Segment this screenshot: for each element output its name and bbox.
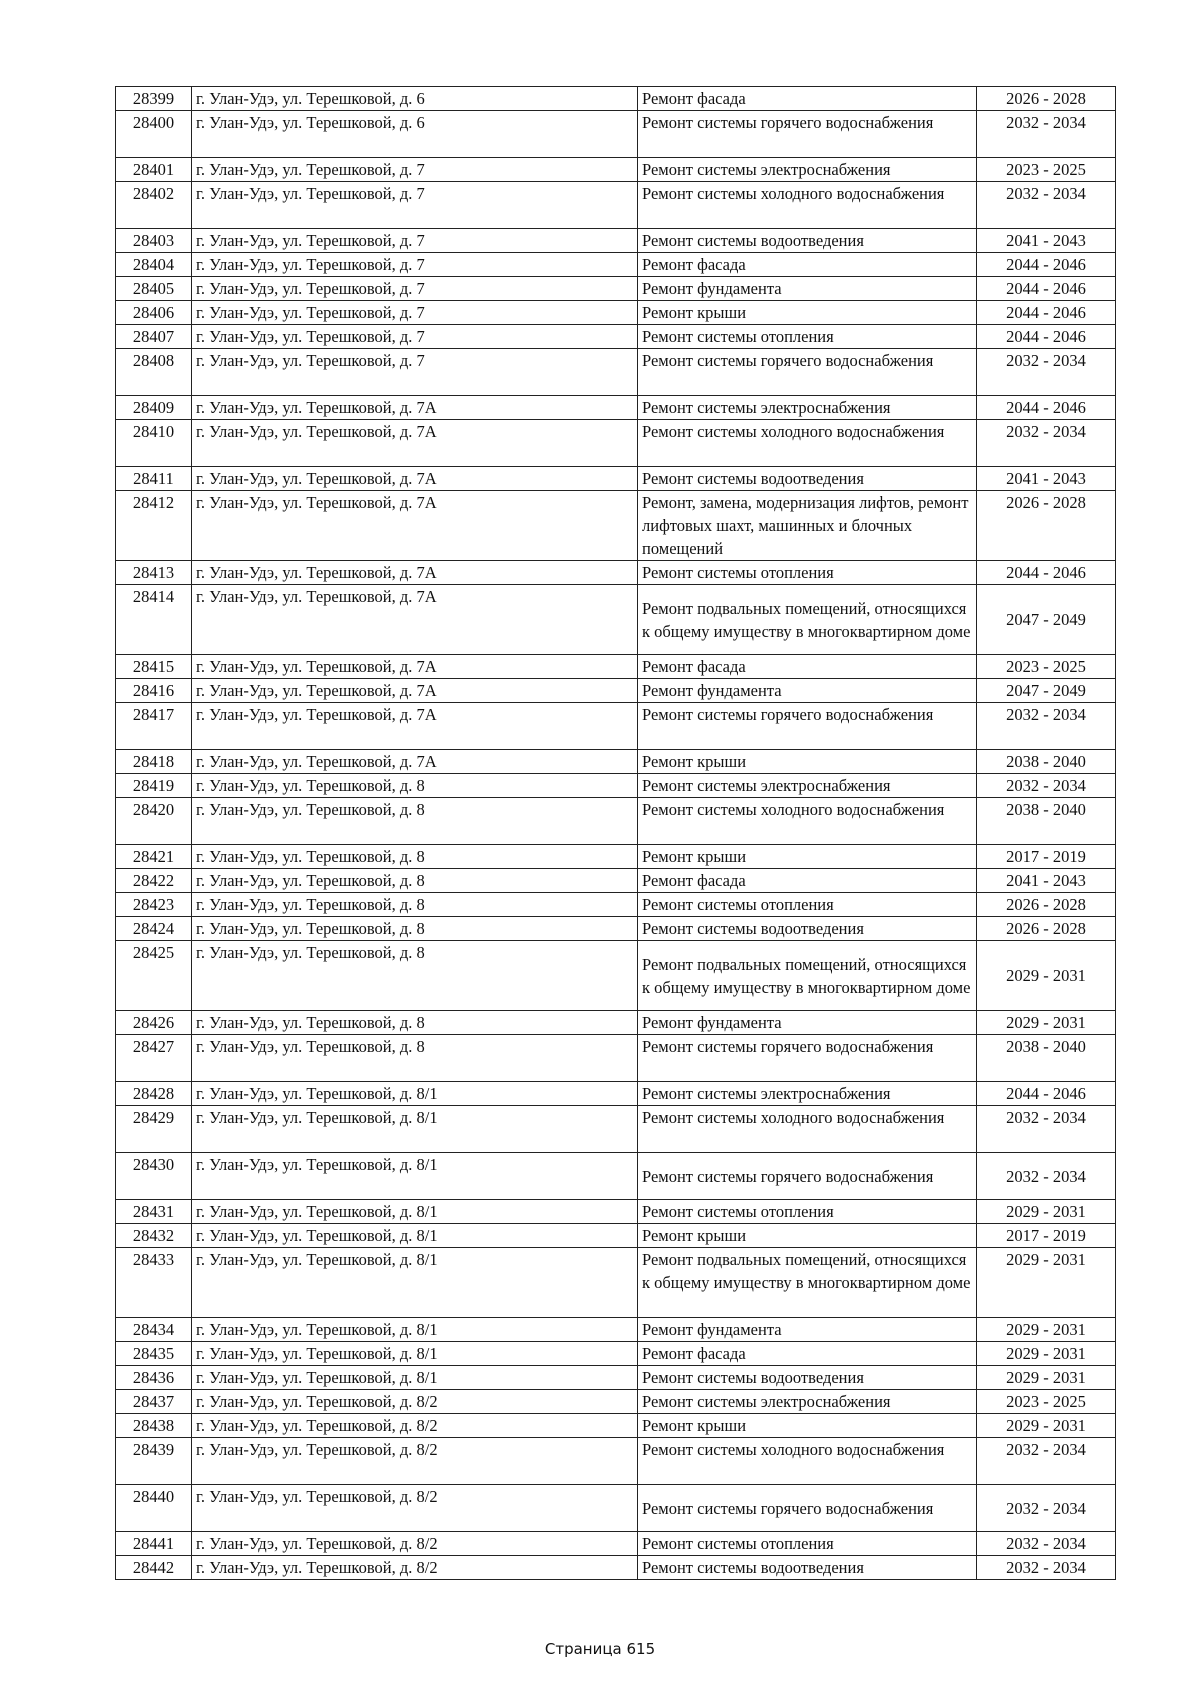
row-work-type: Ремонт крыши <box>638 845 977 869</box>
row-period: 2029 - 2031 <box>977 1318 1116 1342</box>
row-period: 2038 - 2040 <box>977 750 1116 774</box>
row-number: 28431 <box>116 1200 192 1224</box>
row-work-type: Ремонт системы горячего водоснабжения <box>638 1485 977 1532</box>
row-address: г. Улан-Удэ, ул. Терешковой, д. 7А <box>192 703 638 750</box>
row-work-type: Ремонт фасада <box>638 869 977 893</box>
row-address: г. Улан-Удэ, ул. Терешковой, д. 7А <box>192 420 638 467</box>
row-address: г. Улан-Удэ, ул. Терешковой, д. 7 <box>192 158 638 182</box>
row-period: 2017 - 2019 <box>977 845 1116 869</box>
row-number: 28418 <box>116 750 192 774</box>
page-number: Страница 615 <box>544 1640 656 1658</box>
table-row <box>116 1485 1116 1532</box>
row-period: 2032 - 2034 <box>977 420 1116 467</box>
row-number: 28436 <box>116 1366 192 1390</box>
row-period: 2032 - 2034 <box>977 1485 1116 1532</box>
table-row <box>116 396 1116 420</box>
table-row <box>116 655 1116 679</box>
row-period: 2044 - 2046 <box>977 325 1116 349</box>
row-number: 28402 <box>116 182 192 229</box>
row-work-type: Ремонт системы холодного водоснабжения <box>638 420 977 467</box>
table-row <box>116 1082 1116 1106</box>
table-row <box>116 893 1116 917</box>
row-address: г. Улан-Удэ, ул. Терешковой, д. 8/1 <box>192 1342 638 1366</box>
row-address: г. Улан-Удэ, ул. Терешковой, д. 8/1 <box>192 1224 638 1248</box>
row-period: 2041 - 2043 <box>977 467 1116 491</box>
row-address: г. Улан-Удэ, ул. Терешковой, д. 8 <box>192 1011 638 1035</box>
row-work-type: Ремонт системы отопления <box>638 1532 977 1556</box>
table-row <box>116 229 1116 253</box>
row-address: г. Улан-Удэ, ул. Терешковой, д. 7А <box>192 561 638 585</box>
row-work-type: Ремонт системы холодного водоснабжения <box>638 1438 977 1485</box>
row-number: 28438 <box>116 1414 192 1438</box>
row-address: г. Улан-Удэ, ул. Терешковой, д. 8 <box>192 893 638 917</box>
row-period: 2038 - 2040 <box>977 1035 1116 1082</box>
row-period: 2032 - 2034 <box>977 1556 1116 1580</box>
table-row <box>116 774 1116 798</box>
row-number: 28400 <box>116 111 192 158</box>
row-work-type: Ремонт системы отопления <box>638 325 977 349</box>
table-row <box>116 585 1116 655</box>
row-address: г. Улан-Удэ, ул. Терешковой, д. 7А <box>192 585 638 655</box>
row-work-type: Ремонт системы отопления <box>638 561 977 585</box>
row-number: 28428 <box>116 1082 192 1106</box>
row-address: г. Улан-Удэ, ул. Терешковой, д. 8/2 <box>192 1438 638 1485</box>
row-work-type: Ремонт крыши <box>638 750 977 774</box>
table-row <box>116 1390 1116 1414</box>
row-period: 2029 - 2031 <box>977 1366 1116 1390</box>
table-row <box>116 1035 1116 1082</box>
row-number: 28399 <box>116 87 192 111</box>
table-row <box>116 1106 1116 1153</box>
table-row <box>116 87 1116 111</box>
row-address: г. Улан-Удэ, ул. Терешковой, д. 8 <box>192 941 638 1011</box>
row-period: 2023 - 2025 <box>977 1390 1116 1414</box>
table-row <box>116 158 1116 182</box>
row-address: г. Улан-Удэ, ул. Терешковой, д. 7 <box>192 229 638 253</box>
row-address: г. Улан-Удэ, ул. Терешковой, д. 8/1 <box>192 1318 638 1342</box>
row-period: 2029 - 2031 <box>977 1011 1116 1035</box>
table-row <box>116 750 1116 774</box>
row-number: 28406 <box>116 301 192 325</box>
table-row <box>116 491 1116 561</box>
row-work-type: Ремонт системы водоотведения <box>638 917 977 941</box>
table-row <box>116 1011 1116 1035</box>
row-period: 2029 - 2031 <box>977 1200 1116 1224</box>
row-address: г. Улан-Удэ, ул. Терешковой, д. 8 <box>192 798 638 845</box>
table-row <box>116 253 1116 277</box>
row-number: 28410 <box>116 420 192 467</box>
row-number: 28434 <box>116 1318 192 1342</box>
row-address: г. Улан-Удэ, ул. Терешковой, д. 7А <box>192 655 638 679</box>
row-number: 28412 <box>116 491 192 561</box>
row-work-type: Ремонт подвальных помещений, относящихся к общему имуществу в многоквартирном доме <box>638 1248 977 1318</box>
row-address: г. Улан-Удэ, ул. Терешковой, д. 8 <box>192 917 638 941</box>
table-row <box>116 561 1116 585</box>
row-period: 2026 - 2028 <box>977 491 1116 561</box>
row-period: 2029 - 2031 <box>977 1248 1116 1318</box>
row-period: 2026 - 2028 <box>977 893 1116 917</box>
row-address: г. Улан-Удэ, ул. Терешковой, д. 7 <box>192 277 638 301</box>
row-address: г. Улан-Удэ, ул. Терешковой, д. 8/2 <box>192 1414 638 1438</box>
row-number: 28437 <box>116 1390 192 1414</box>
row-period: 2044 - 2046 <box>977 253 1116 277</box>
table-row <box>116 301 1116 325</box>
table-row <box>116 182 1116 229</box>
row-address: г. Улан-Удэ, ул. Терешковой, д. 8/1 <box>192 1153 638 1200</box>
row-address: г. Улан-Удэ, ул. Терешковой, д. 8/2 <box>192 1556 638 1580</box>
row-period: 2044 - 2046 <box>977 396 1116 420</box>
row-address: г. Улан-Удэ, ул. Терешковой, д. 8/1 <box>192 1106 638 1153</box>
row-period: 2026 - 2028 <box>977 917 1116 941</box>
row-period: 2017 - 2019 <box>977 1224 1116 1248</box>
table-row <box>116 277 1116 301</box>
table-row <box>116 1200 1116 1224</box>
row-number: 28411 <box>116 467 192 491</box>
row-address: г. Улан-Удэ, ул. Терешковой, д. 6 <box>192 111 638 158</box>
row-work-type: Ремонт фасада <box>638 87 977 111</box>
row-number: 28420 <box>116 798 192 845</box>
table-row <box>116 1318 1116 1342</box>
row-number: 28441 <box>116 1532 192 1556</box>
row-number: 28415 <box>116 655 192 679</box>
row-number: 28439 <box>116 1438 192 1485</box>
row-period: 2029 - 2031 <box>977 941 1116 1011</box>
row-number: 28440 <box>116 1485 192 1532</box>
table-row <box>116 467 1116 491</box>
row-work-type: Ремонт фундамента <box>638 1011 977 1035</box>
table-row <box>116 1556 1116 1580</box>
table-row <box>116 1366 1116 1390</box>
table-row <box>116 349 1116 396</box>
row-number: 28425 <box>116 941 192 1011</box>
row-period: 2032 - 2034 <box>977 111 1116 158</box>
row-period: 2047 - 2049 <box>977 585 1116 655</box>
row-period: 2026 - 2028 <box>977 87 1116 111</box>
row-number: 28421 <box>116 845 192 869</box>
table-row <box>116 1532 1116 1556</box>
table-row <box>116 111 1116 158</box>
row-period: 2041 - 2043 <box>977 869 1116 893</box>
table-body <box>116 87 1116 1580</box>
row-period: 2032 - 2034 <box>977 1532 1116 1556</box>
row-address: г. Улан-Удэ, ул. Терешковой, д. 7 <box>192 325 638 349</box>
row-work-type: Ремонт фасада <box>638 253 977 277</box>
row-work-type: Ремонт системы электроснабжения <box>638 158 977 182</box>
row-number: 28419 <box>116 774 192 798</box>
row-work-type: Ремонт системы электроснабжения <box>638 1390 977 1414</box>
table-row <box>116 869 1116 893</box>
row-number: 28432 <box>116 1224 192 1248</box>
row-work-type: Ремонт крыши <box>638 301 977 325</box>
row-number: 28413 <box>116 561 192 585</box>
row-number: 28430 <box>116 1153 192 1200</box>
row-address: г. Улан-Удэ, ул. Терешковой, д. 8 <box>192 869 638 893</box>
row-address: г. Улан-Удэ, ул. Терешковой, д. 8/2 <box>192 1485 638 1532</box>
row-work-type: Ремонт крыши <box>638 1224 977 1248</box>
row-address: г. Улан-Удэ, ул. Терешковой, д. 7 <box>192 349 638 396</box>
row-address: г. Улан-Удэ, ул. Терешковой, д. 8 <box>192 1035 638 1082</box>
row-address: г. Улан-Удэ, ул. Терешковой, д. 8 <box>192 845 638 869</box>
table-row <box>116 798 1116 845</box>
row-number: 28409 <box>116 396 192 420</box>
row-address: г. Улан-Удэ, ул. Терешковой, д. 7 <box>192 182 638 229</box>
row-period: 2032 - 2034 <box>977 703 1116 750</box>
table-row <box>116 420 1116 467</box>
table-row <box>116 1342 1116 1366</box>
row-period: 2023 - 2025 <box>977 655 1116 679</box>
row-number: 28426 <box>116 1011 192 1035</box>
table-row <box>116 679 1116 703</box>
row-number: 28429 <box>116 1106 192 1153</box>
row-work-type: Ремонт системы холодного водоснабжения <box>638 798 977 845</box>
row-address: г. Улан-Удэ, ул. Терешковой, д. 8/1 <box>192 1248 638 1318</box>
row-work-type: Ремонт фасада <box>638 655 977 679</box>
row-period: 2041 - 2043 <box>977 229 1116 253</box>
row-work-type: Ремонт подвальных помещений, относящихся к общему имуществу в многоквартирном доме <box>638 941 977 1011</box>
repair-schedule-table <box>115 86 1116 1580</box>
row-period: 2032 - 2034 <box>977 1106 1116 1153</box>
table-row <box>116 703 1116 750</box>
row-work-type: Ремонт системы горячего водоснабжения <box>638 111 977 158</box>
row-period: 2029 - 2031 <box>977 1342 1116 1366</box>
row-address: г. Улан-Удэ, ул. Терешковой, д. 8/2 <box>192 1390 638 1414</box>
row-address: г. Улан-Удэ, ул. Терешковой, д. 8/1 <box>192 1200 638 1224</box>
row-work-type: Ремонт системы горячего водоснабжения <box>638 1153 977 1200</box>
row-work-type: Ремонт системы горячего водоснабжения <box>638 1035 977 1082</box>
row-number: 28405 <box>116 277 192 301</box>
table-row <box>116 1224 1116 1248</box>
row-address: г. Улан-Удэ, ул. Терешковой, д. 7А <box>192 679 638 703</box>
row-work-type: Ремонт системы отопления <box>638 1200 977 1224</box>
table-row <box>116 1248 1116 1318</box>
table-row <box>116 1414 1116 1438</box>
row-number: 28416 <box>116 679 192 703</box>
row-work-type: Ремонт подвальных помещений, относящихся к общему имуществу в многоквартирном доме <box>638 585 977 655</box>
row-period: 2032 - 2034 <box>977 1153 1116 1200</box>
row-address: г. Улан-Удэ, ул. Терешковой, д. 7 <box>192 253 638 277</box>
row-number: 28427 <box>116 1035 192 1082</box>
row-address: г. Улан-Удэ, ул. Терешковой, д. 8/1 <box>192 1366 638 1390</box>
table-row <box>116 1438 1116 1485</box>
table-row <box>116 941 1116 1011</box>
row-work-type: Ремонт системы водоотведения <box>638 467 977 491</box>
table-row <box>116 917 1116 941</box>
row-address: г. Улан-Удэ, ул. Терешковой, д. 6 <box>192 87 638 111</box>
row-work-type: Ремонт фундамента <box>638 679 977 703</box>
row-address: г. Улан-Удэ, ул. Терешковой, д. 7А <box>192 750 638 774</box>
row-number: 28424 <box>116 917 192 941</box>
row-work-type: Ремонт системы электроснабжения <box>638 396 977 420</box>
row-number: 28407 <box>116 325 192 349</box>
row-period: 2029 - 2031 <box>977 1414 1116 1438</box>
row-number: 28403 <box>116 229 192 253</box>
table-row <box>116 845 1116 869</box>
row-work-type: Ремонт системы холодного водоснабжения <box>638 1106 977 1153</box>
row-address: г. Улан-Удэ, ул. Терешковой, д. 7А <box>192 467 638 491</box>
table-row <box>116 1153 1116 1200</box>
row-work-type: Ремонт системы горячего водоснабжения <box>638 703 977 750</box>
row-work-type: Ремонт системы водоотведения <box>638 229 977 253</box>
row-number: 28433 <box>116 1248 192 1318</box>
row-work-type: Ремонт системы водоотведения <box>638 1556 977 1580</box>
row-work-type: Ремонт фасада <box>638 1342 977 1366</box>
row-period: 2044 - 2046 <box>977 1082 1116 1106</box>
row-period: 2038 - 2040 <box>977 798 1116 845</box>
row-number: 28423 <box>116 893 192 917</box>
row-number: 28408 <box>116 349 192 396</box>
row-number: 28404 <box>116 253 192 277</box>
row-period: 2032 - 2034 <box>977 349 1116 396</box>
row-work-type: Ремонт системы водоотведения <box>638 1366 977 1390</box>
row-number: 28442 <box>116 1556 192 1580</box>
row-number: 28401 <box>116 158 192 182</box>
row-work-type: Ремонт, замена, модернизация лифтов, ремонт лифтовых шахт, машинных и блочных помещений <box>638 491 977 561</box>
row-period: 2023 - 2025 <box>977 158 1116 182</box>
row-work-type: Ремонт системы электроснабжения <box>638 774 977 798</box>
row-period: 2044 - 2046 <box>977 561 1116 585</box>
row-address: г. Улан-Удэ, ул. Терешковой, д. 8/1 <box>192 1082 638 1106</box>
row-work-type: Ремонт фундамента <box>638 1318 977 1342</box>
row-work-type: Ремонт системы холодного водоснабжения <box>638 182 977 229</box>
row-address: г. Улан-Удэ, ул. Терешковой, д. 8/2 <box>192 1532 638 1556</box>
row-work-type: Ремонт фундамента <box>638 277 977 301</box>
row-period: 2032 - 2034 <box>977 774 1116 798</box>
row-period: 2032 - 2034 <box>977 1438 1116 1485</box>
row-number: 28414 <box>116 585 192 655</box>
row-address: г. Улан-Удэ, ул. Терешковой, д. 8 <box>192 774 638 798</box>
row-number: 28422 <box>116 869 192 893</box>
row-period: 2032 - 2034 <box>977 182 1116 229</box>
row-work-type: Ремонт системы электроснабжения <box>638 1082 977 1106</box>
row-address: г. Улан-Удэ, ул. Терешковой, д. 7А <box>192 396 638 420</box>
row-work-type: Ремонт крыши <box>638 1414 977 1438</box>
row-work-type: Ремонт системы горячего водоснабжения <box>638 349 977 396</box>
row-address: г. Улан-Удэ, ул. Терешковой, д. 7А <box>192 491 638 561</box>
row-period: 2044 - 2046 <box>977 277 1116 301</box>
row-number: 28435 <box>116 1342 192 1366</box>
row-number: 28417 <box>116 703 192 750</box>
row-period: 2044 - 2046 <box>977 301 1116 325</box>
row-work-type: Ремонт системы отопления <box>638 893 977 917</box>
row-period: 2047 - 2049 <box>977 679 1116 703</box>
table-row <box>116 325 1116 349</box>
row-address: г. Улан-Удэ, ул. Терешковой, д. 7 <box>192 301 638 325</box>
